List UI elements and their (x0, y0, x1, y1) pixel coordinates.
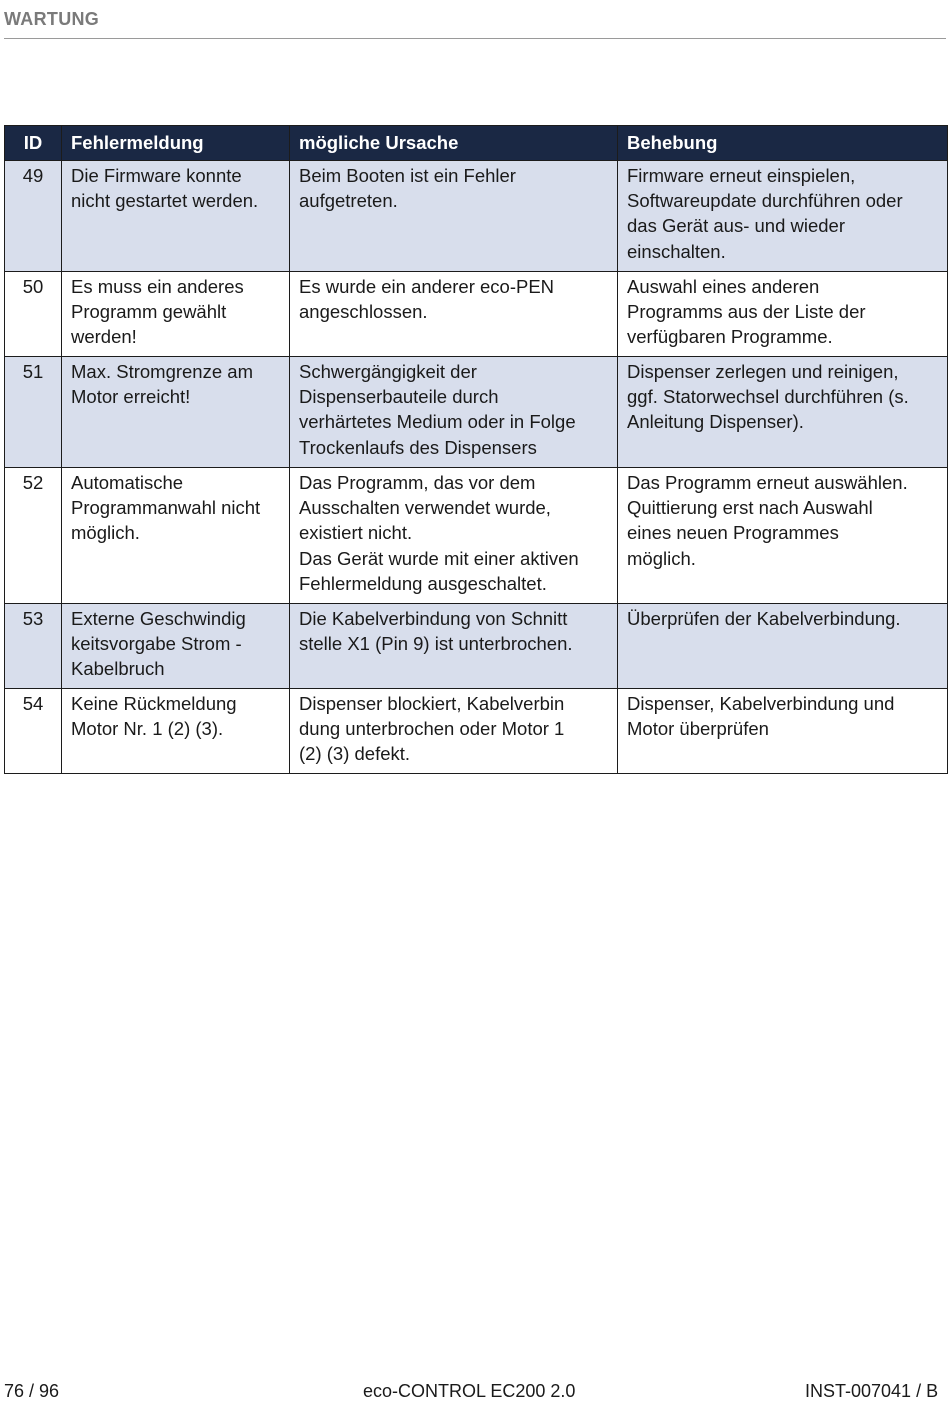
footer-page-number: 76 / 96 (4, 1381, 60, 1401)
footer-product-name: eco-CONTROL EC200 2.0 (363, 1381, 576, 1401)
table-row (5, 357, 948, 468)
page-footer (0, 1381, 950, 1401)
cell-message: Externe Geschwindig keitsvorgabe Strom - Kabelbruch (62, 604, 290, 689)
cell-cause: Es wurde ein anderer eco-PEN angeschlossen. (290, 272, 618, 357)
cell-remedy: Überprüfen der Kabelverbindung. (618, 604, 948, 689)
cell-id: 52 (5, 468, 62, 604)
cell-message: Automatische Programmanwahl nicht möglich. (62, 468, 290, 604)
cell-id: 49 (5, 161, 62, 272)
table-header-row (5, 126, 948, 161)
header-message: Fehlermeldung (62, 126, 290, 161)
header-remedy: Behebung (618, 126, 948, 161)
section-title: WARTUNG (4, 9, 100, 29)
cell-cause: Schwergängigkeit der Dispenserbauteile durch verhärtetes Medium oder in Folge Trockenlaufs des Dispensers (290, 357, 618, 468)
error-table (4, 125, 948, 774)
cell-message: Keine Rückmeldung Motor Nr. 1 (2) (3). (62, 689, 290, 774)
header-id: ID (5, 126, 62, 161)
cell-cause: Beim Booten ist ein Fehler aufgetreten. (290, 161, 618, 272)
cell-remedy: Firmware erneut einspielen, Softwareupdate durchführen oder das Gerät aus- und wieder einschalten. (618, 161, 948, 272)
table-row (5, 689, 948, 774)
cell-remedy: Auswahl eines anderen Programms aus der Liste der verfügbaren Programme. (618, 272, 948, 357)
table-row (5, 604, 948, 689)
cell-cause: Die Kabelverbindung von Schnitt stelle X1 (Pin 9) ist unterbrochen. (290, 604, 618, 689)
cell-id: 51 (5, 357, 62, 468)
cell-message: Die Firmware konnte nicht gestartet werden. (62, 161, 290, 272)
cell-remedy: Dispenser, Kabelverbindung und Motor überprüfen (618, 689, 948, 774)
header-cause: mögliche Ursache (290, 126, 618, 161)
cell-message: Es muss ein anderes Programm gewählt werden! (62, 272, 290, 357)
cell-remedy: Dispenser zerlegen und reinigen, ggf. Statorwechsel durchführen (s. Anleitung Dispenser). (618, 357, 948, 468)
header-divider (4, 38, 946, 39)
cell-cause: Das Programm, das vor dem Ausschalten verwendet wurde, existiert nicht. Das Gerät wurde mit einer aktiven Fehlermeldung ausgeschaltet. (290, 468, 618, 604)
cell-id: 54 (5, 689, 62, 774)
table-row (5, 272, 948, 357)
cell-cause: Dispenser blockiert, Kabelverbin dung unterbrochen oder Motor 1 (2) (3) defekt. (290, 689, 618, 774)
cell-id: 50 (5, 272, 62, 357)
cell-message: Max. Stromgrenze am Motor erreicht! (62, 357, 290, 468)
cell-remedy: Das Programm erneut auswählen. Quittierung erst nach Auswahl eines neuen Programmes möglich. (618, 468, 948, 604)
table-row (5, 468, 948, 604)
footer-document-id: INST-007041 / B (805, 1381, 939, 1401)
table-row (5, 161, 948, 272)
cell-id: 53 (5, 604, 62, 689)
